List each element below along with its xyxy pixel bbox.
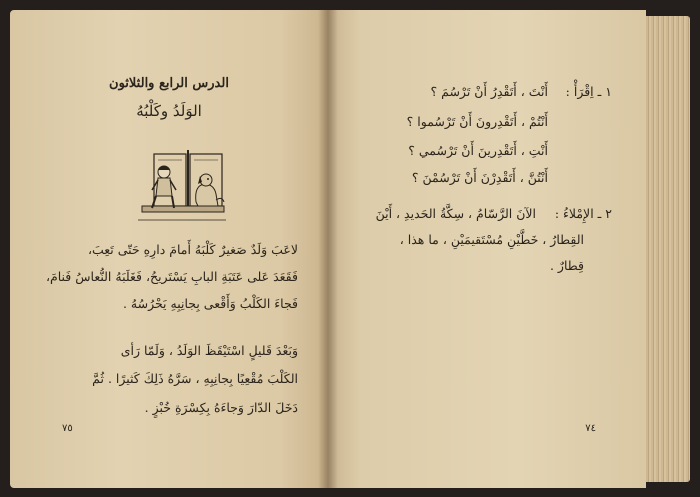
right-page	[328, 10, 646, 488]
exercise2-line: الآنَ الرَّسّامُ ، سِكَّةُ الحَديدِ ، أَيْنَ	[375, 206, 536, 221]
paragraph-line: لاعَبَ وَلَدٌ صَغيرٌ كَلْبَهُ أَمامَ دارِهِ حَتّى تَعِبَ،	[87, 242, 298, 257]
lesson-subtitle: الوَلَدُ وكَلْبُهُ	[136, 102, 202, 120]
exercise1-line: أَنْتُمْ ، أَتَقْدِرونَ أَنْ تَرْسُموا ؟	[406, 114, 548, 129]
page-number-right: ٧٤	[585, 423, 596, 434]
book-gutter	[318, 10, 338, 488]
exercise1-label: ١ ـ اِقْرَأْ :	[565, 84, 612, 99]
page-number-left: ٧٥	[62, 423, 73, 434]
paragraph-line: فَجاءَ الكَلْبُ وَأَقْعى بِجانِبِهِ يَحْرُسُهُ .	[122, 296, 298, 311]
open-book	[10, 10, 690, 488]
page-edges	[646, 16, 690, 482]
left-page	[10, 10, 328, 488]
paragraph-line: الكَلْبَ مُقْعِيًا بِجانِبِهِ ، سَرَّهُ ذَلِكَ كَثيرًا . ثُمَّ	[92, 371, 298, 386]
exercise1-line: أَنْتَ ، أَتَقْدِرُ أَنْ تَرْسُمَ ؟	[430, 84, 548, 99]
boy-and-dog-illustration	[134, 150, 228, 224]
lesson-title: الدرس الرابع والثلاثون	[109, 76, 229, 91]
paragraph-line: وَبَعْدَ قَليلٍ اسْتَيْقَظَ الوَلَدُ ، وَلَمّا رَأى	[120, 343, 298, 358]
exercise1-line: أَنْتِ ، أَتَقْدِرينَ أَنْ تَرْسُمي ؟	[408, 143, 548, 158]
exercise2-line: قِطارٌ .	[549, 258, 584, 273]
paragraph-line: فَقَعَدَ عَلى عَتَبَةِ البابِ يَسْتَريحُ، فَغَلَبَهُ النُّعاسُ فَنامَ،	[45, 269, 298, 284]
paragraph-line: دَخَلَ الدّارَ وَجاءَهُ بِكِسْرَةِ خُبْزٍ .	[144, 400, 298, 415]
exercise2-label: ٢ ـ الإِمْلاءُ :	[554, 206, 612, 221]
exercise1-line: أَنْتُنَّ ، أَتَقْدِرْنَ أَنْ تَرْسُمْنَ ؟	[411, 170, 548, 185]
exercise2-line: القِطارُ ، خَطَّيْنِ مُسْتَقيمَيْنِ ، ما هذا ،	[399, 232, 584, 247]
